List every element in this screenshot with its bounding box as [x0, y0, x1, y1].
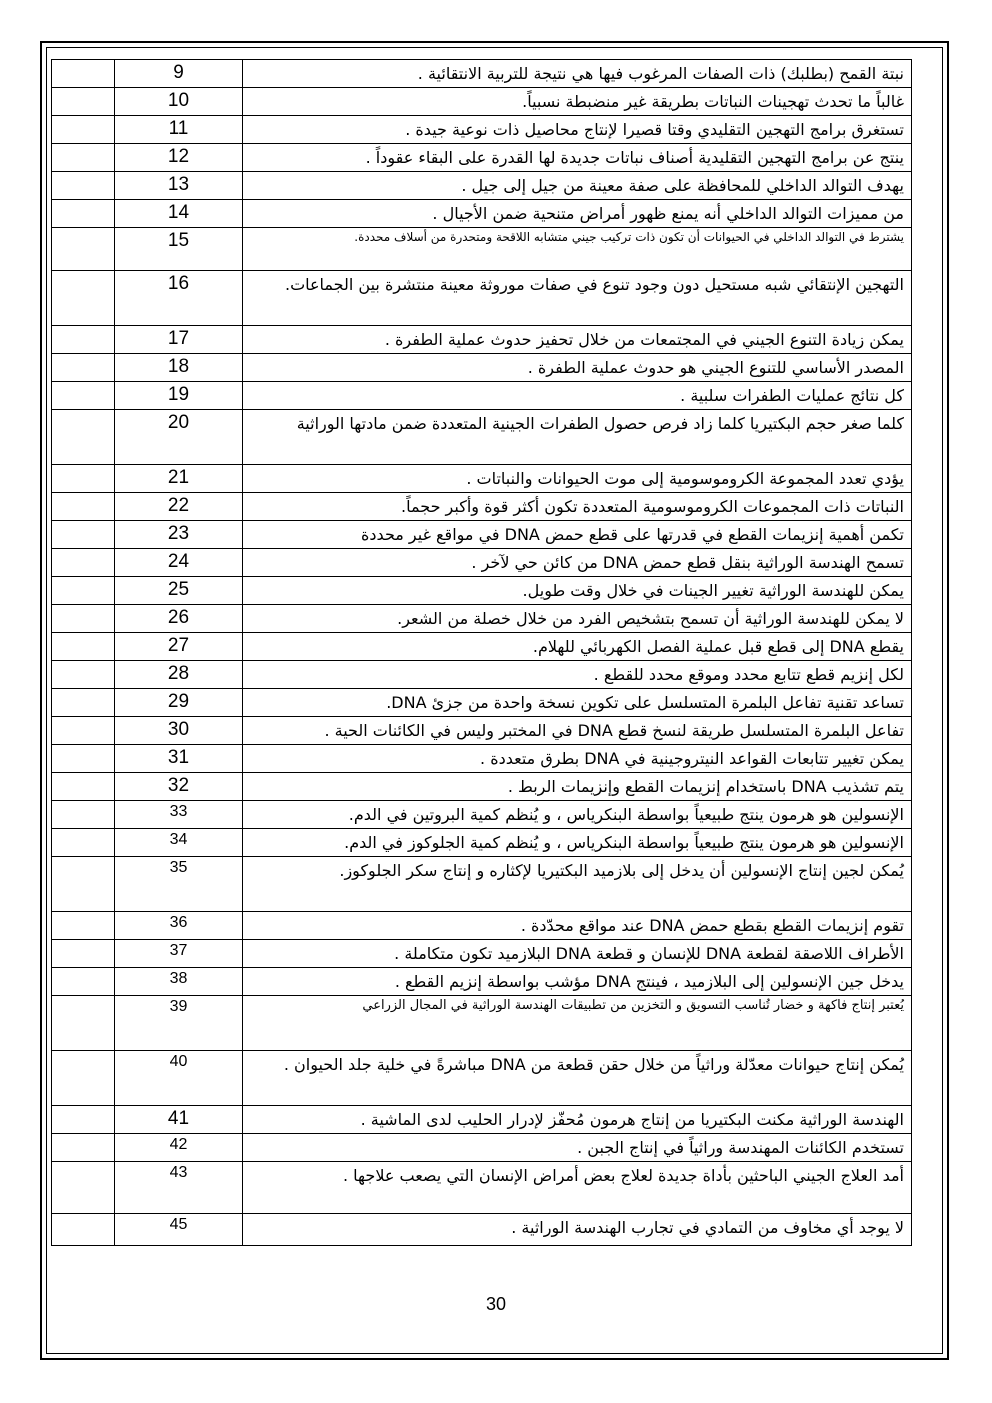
table-row [52, 857, 912, 912]
table-row [52, 354, 912, 382]
answer-cell[interactable] [52, 745, 115, 773]
answer-cell[interactable] [52, 382, 115, 410]
statement-text: التهجين الإنتقائي شبه مستحيل دون وجود تنوع في صفات موروثة معينة منتشرة بين الجماعات. [243, 271, 912, 326]
statement-text: يُمكن إنتاج حيوانات معدّلة وراثياً من خلال حقن قطعة من DNA مباشرةً في خلية جلد الحيوان . [243, 1051, 912, 1106]
statement-text: يدخل جين الإنسولين إلى البلازميد ، فينتج DNA مؤشب بواسطة إنزيم القطع . [243, 968, 912, 996]
answer-cell[interactable] [52, 200, 115, 228]
table-row [52, 1162, 912, 1214]
table-row [52, 549, 912, 577]
table-row [52, 1134, 912, 1162]
table-row [52, 940, 912, 968]
answer-cell[interactable] [52, 354, 115, 382]
statement-text: من مميزات التوالد الداخلي أنه يمنع ظهور أمراض متنحية ضمن الأجيال . [243, 200, 912, 228]
statement-text: كل نتائج عمليات الطفرات سلبية . [243, 382, 912, 410]
question-number: 10 [115, 88, 243, 116]
answer-cell[interactable] [52, 116, 115, 144]
question-number: 9 [115, 60, 243, 88]
answer-cell[interactable] [52, 801, 115, 829]
question-number: 39 [115, 996, 243, 1051]
statement-text: الهندسة الوراثية مكنت البكتيريا من إنتاج هرمون مُحفّز لإدرار الحليب لدى الماشية . [243, 1106, 912, 1134]
question-number: 32 [115, 773, 243, 801]
statement-text: يتم تشذيب DNA باستخدام إنزيمات القطع وإنزيمات الربط . [243, 773, 912, 801]
question-number: 36 [115, 912, 243, 940]
answer-cell[interactable] [52, 829, 115, 857]
statement-text: أمد العلاج الجيني الباحثين بأداة جديدة لعلاج بعض أمراض الإنسان التي يصعب علاجها . [243, 1162, 912, 1214]
statement-text: يهدف التوالد الداخلي للمحافظة على صفة معينة من جيل إلى جيل . [243, 172, 912, 200]
table-row [52, 577, 912, 605]
table-row [52, 773, 912, 801]
question-number: 12 [115, 144, 243, 172]
question-number: 41 [115, 1106, 243, 1134]
answer-cell[interactable] [52, 521, 115, 549]
answer-cell[interactable] [52, 689, 115, 717]
question-number: 11 [115, 116, 243, 144]
table-row [52, 745, 912, 773]
question-number: 23 [115, 521, 243, 549]
statement-text: يمكن زيادة التنوع الجيني في المجتمعات من خلال تحفيز حدوث عملية الطفرة . [243, 326, 912, 354]
statement-text: يمكن للهندسة الوراثية تغيير الجينات في خلال وقت طويل. [243, 577, 912, 605]
table-row [52, 689, 912, 717]
statement-text: تفاعل البلمرة المتسلسل طريقة لنسخ قطع DNA في المختبر وليس في الكائنات الحية . [243, 717, 912, 745]
answer-cell[interactable] [52, 577, 115, 605]
question-number: 43 [115, 1162, 243, 1214]
statement-text: يشترط في التوالد الداخلي في الحيوانات أن تكون ذات تركيب جيني متشابه اللاقحة ومتحدرة من أسلاف محددة. [243, 228, 912, 271]
statement-text: ينتج عن برامج التهجين التقليدية أصناف نباتات جديدة لها القدرة على البقاء عقوداً . [243, 144, 912, 172]
answer-cell[interactable] [52, 88, 115, 116]
answer-cell[interactable] [52, 940, 115, 968]
table-row [52, 633, 912, 661]
answer-cell[interactable] [52, 493, 115, 521]
table-row [52, 801, 912, 829]
statement-text: يؤدي تعدد المجموعة الكروموسومية إلى موت الحيوانات والنباتات . [243, 465, 912, 493]
question-number: 14 [115, 200, 243, 228]
question-number: 30 [115, 717, 243, 745]
answer-cell[interactable] [52, 549, 115, 577]
question-number: 45 [115, 1214, 243, 1246]
statement-text: المصدر الأساسي للتنوع الجيني هو حدوث عملية الطفرة . [243, 354, 912, 382]
table-row [52, 717, 912, 745]
statement-text: تقوم إنزيمات القطع بقطع حمض DNA عند مواقع محدّدة . [243, 912, 912, 940]
question-number: 42 [115, 1134, 243, 1162]
question-number: 40 [115, 1051, 243, 1106]
question-number: 24 [115, 549, 243, 577]
question-number: 22 [115, 493, 243, 521]
question-number: 19 [115, 382, 243, 410]
table-row [52, 116, 912, 144]
table-row [52, 88, 912, 116]
statement-text: غالباً ما تحدث تهجينات النباتات بطريقة غير منضبطة نسبياً. [243, 88, 912, 116]
page-number: 30 [485, 1294, 507, 1314]
answer-cell[interactable] [52, 172, 115, 200]
table-row [52, 1051, 912, 1106]
answer-cell[interactable] [52, 144, 115, 172]
table-row [52, 1214, 912, 1246]
statement-text: النباتات ذات المجموعات الكروموسومية المتعددة تكون أكثر قوة وأكبر حجماً. [243, 493, 912, 521]
statement-text: نبتة القمح (بطلبك) ذات الصفات المرغوب فيها هي نتيجة للتربية الانتقائية . [243, 60, 912, 88]
answer-cell[interactable] [52, 1162, 115, 1214]
table-row [52, 605, 912, 633]
answer-cell[interactable] [52, 410, 115, 465]
table-row [52, 410, 912, 465]
answer-cell[interactable] [52, 1134, 115, 1162]
question-number: 27 [115, 633, 243, 661]
statement-text: يقطع DNA إلى قطع قبل عملية الفصل الكهربائي للهلام. [243, 633, 912, 661]
statement-text: تستغرق برامج التهجين التقليدي وقتا قصيرا لإنتاج محاصيل ذات نوعية جيدة . [243, 116, 912, 144]
table-row [52, 200, 912, 228]
table-row [52, 661, 912, 689]
statement-text: تكمن أهمية إنزيمات القطع في قدرتها على قطع حمض DNA في مواقع غير محددة [243, 521, 912, 549]
statement-text: لا يمكن للهندسة الوراثية أن تسمح بتشخيص الفرد من خلال خصلة من الشعر. [243, 605, 912, 633]
table-row [52, 968, 912, 996]
statement-text: الإنسولين هو هرمون ينتج طبيعياً بواسطة البنكرياس ، و يُنظم كمية الجلوكوز في الدم. [243, 829, 912, 857]
answer-cell[interactable] [52, 465, 115, 493]
table-row [52, 465, 912, 493]
question-number: 31 [115, 745, 243, 773]
statement-text: الإنسولين هو هرمون ينتج طبيعياً بواسطة البنكرياس ، و يُنظم كمية البروتين في الدم. [243, 801, 912, 829]
answer-cell[interactable] [52, 968, 115, 996]
question-number: 38 [115, 968, 243, 996]
question-number: 34 [115, 829, 243, 857]
answer-cell[interactable] [52, 60, 115, 88]
question-number: 16 [115, 271, 243, 326]
table-row [52, 271, 912, 326]
table-row [52, 493, 912, 521]
statement-text: تسمح الهندسة الوراثية بنقل قطع حمض DNA من كائن حي لآخر . [243, 549, 912, 577]
answer-cell[interactable] [52, 661, 115, 689]
table-row [52, 829, 912, 857]
answer-cell[interactable] [52, 633, 115, 661]
question-number: 25 [115, 577, 243, 605]
table-row [52, 912, 912, 940]
statement-text: يمكن تغيير تتابعات القواعد النيتروجينية في DNA بطرق متعددة . [243, 745, 912, 773]
answer-cell[interactable] [52, 1214, 115, 1246]
statement-text: تساعد تقنية تفاعل البلمرة المتسلسل على تكوين نسخة واحدة من جزئ DNA. [243, 689, 912, 717]
table-row [52, 382, 912, 410]
answer-cell[interactable] [52, 326, 115, 354]
table-row [52, 521, 912, 549]
answer-cell[interactable] [52, 773, 115, 801]
table-row [52, 326, 912, 354]
answer-cell[interactable] [52, 1051, 115, 1106]
question-number: 26 [115, 605, 243, 633]
answer-cell[interactable] [52, 996, 115, 1051]
statements-table [51, 59, 912, 1246]
question-number: 35 [115, 857, 243, 912]
table-row [52, 228, 912, 271]
question-number: 37 [115, 940, 243, 968]
statement-text: كلما صغر حجم البكتيريا كلما زاد فرص حصول الطفرات الجينية المتعددة ضمن مادتها الوراثية [243, 410, 912, 465]
question-number: 29 [115, 689, 243, 717]
question-number: 17 [115, 326, 243, 354]
table-row [52, 996, 912, 1051]
table-row [52, 1106, 912, 1134]
table-row [52, 60, 912, 88]
statement-text: لكل إنزيم قطع تتابع محدد وموقع محدد للقطع . [243, 661, 912, 689]
statement-text: تستخدم الكائنات المهندسة وراثياً في إنتاج الجبن . [243, 1134, 912, 1162]
table-row [52, 172, 912, 200]
answer-cell[interactable] [52, 271, 115, 326]
statement-text: الأطراف اللاصقة لقطعة DNA للإنسان و قطعة DNA البلازميد تكون متكاملة . [243, 940, 912, 968]
table-row [52, 144, 912, 172]
question-number: 15 [115, 228, 243, 271]
answer-cell[interactable] [52, 912, 115, 940]
statement-text: لا يوجد أي مخاوف من التمادي في تجارب الهندسة الوراثية . [243, 1214, 912, 1246]
question-number: 13 [115, 172, 243, 200]
question-number: 21 [115, 465, 243, 493]
question-number: 33 [115, 801, 243, 829]
answer-cell[interactable] [52, 605, 115, 633]
statement-text: يُمكن لجين إنتاج الإنسولين أن يدخل إلى بلازميد البكتيريا لإكثاره و إنتاج سكر الجلوكوز. [243, 857, 912, 912]
question-number: 28 [115, 661, 243, 689]
answer-cell[interactable] [52, 717, 115, 745]
answer-cell[interactable] [52, 228, 115, 271]
answer-cell[interactable] [52, 1106, 115, 1134]
answer-cell[interactable] [52, 857, 115, 912]
question-number: 20 [115, 410, 243, 465]
statement-text: يُعتبر إنتاج فاكهة و خضار تُناسب التسويق و التخزين من تطبيقات الهندسة الوراثية في المجال الزراعي [243, 996, 912, 1051]
question-number: 18 [115, 354, 243, 382]
